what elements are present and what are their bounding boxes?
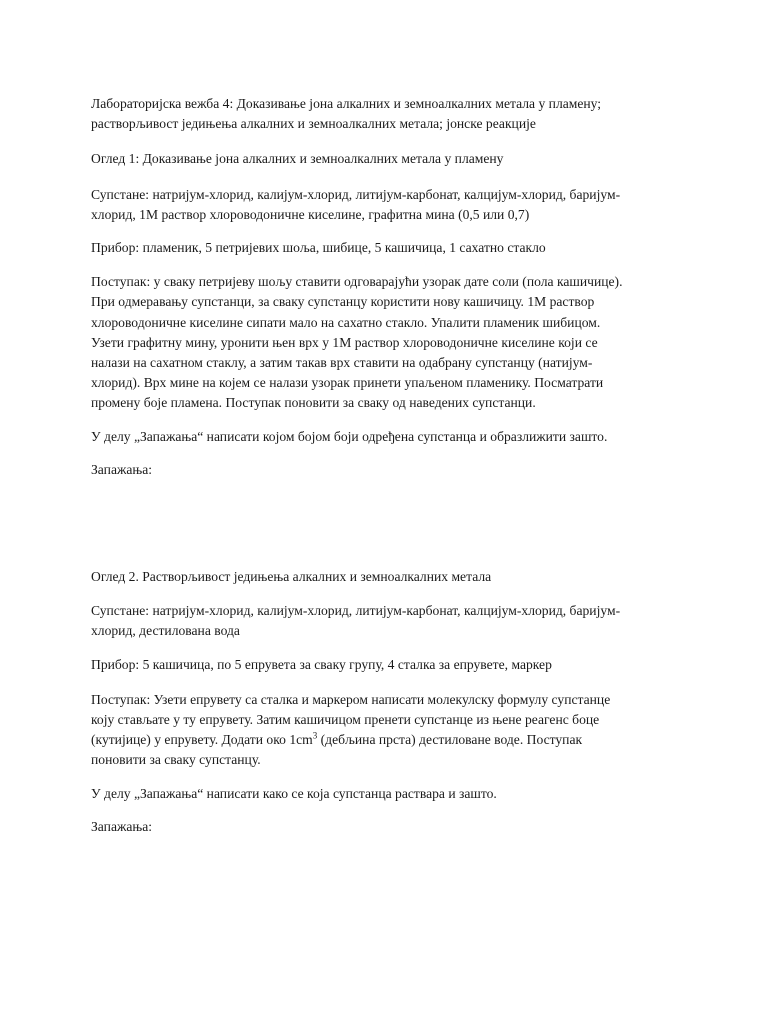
experiment-1-instruction: У делу „Запажања“ написати којом бојом боји одређена супстанца и образлижити зашто. <box>91 428 608 444</box>
experiment-1-procedure: Поступак: у сваку петријеву шољу ставити одговарајући узорак дате соли (пола кашичице). При одмеравању супстанци, за сваку супстанцу користити нову кашичицу. 1М раствор хлороводоничне киселине сипати мало на сахатно стакло. Упалити пламеник шибицом. Узети графитну мину, уронити њен врх у 1М раствор хлороводоничне киселине који се налази на сахатном стаклу, а затим такав врх ставити на одабрану супстанцу (натијум- хлорид). Врх мине на којем се налази узорак принети упаљеном пламенику. Посматрати промену боје пламена. Поступак поновити за сваку од наведених супстанци. <box>91 274 623 411</box>
experiment-1-equipment: Прибор: пламеник, 5 петријевих шоља, шибице, 5 кашичица, 1 сахатно стакло <box>91 240 546 256</box>
experiment-2-procedure: Поступак: Узети епрувету са сталка и маркером написати молекулску формулу супстанце коју стављате у ту епрувету. Затим кашичицом пренети супстанце из њене реагенс боце (кутијице) у епрувету. Додати око $1cm^3$ (дебљина прста) дестиловане воде. Поступак поновити за сваку супстанцу. <box>91 690 691 771</box>
superscript-exponent: 3 <box>312 730 318 741</box>
experiment-1-observations-label: Запажања: <box>91 461 153 477</box>
experiment-1-heading: Оглед 1: Доказивање јона алкалних и земноалкалних метала у пламену <box>91 151 504 167</box>
procedure-line-with-unit: (кутијице) у епрувету. Додати око $1cm^3$ (дебљина прста) дестиловане воде. Поступак <box>91 730 583 748</box>
document-title: Лабораторијска вежба 4: Доказивање јона алкалних и земноалкалних метала у пламену; растворљивост једињења алкалних и земноалкалних метала; јонске реакције <box>91 96 602 132</box>
experiment-2-equipment: Прибор: 5 кашичица, по 5 епрувета за сваку групу, 4 сталка за епрувете, маркер <box>91 656 552 672</box>
experiment-2-observations-label: Запажања: <box>91 818 153 834</box>
experiment-1-substances: Супстане: натријум-хлорид, калијум-хлорид, литијум-карбонат, калцијум-хлорид, баријум- хлорид, 1М раствор хлороводоничне киселине, графитна мина (0,5 или 0,7) <box>91 186 621 222</box>
document-page <box>91 94 691 837</box>
experiment-2-heading: Оглед 2. Растворљивост једињења алкалних и земноалкалних метала <box>91 569 492 585</box>
experiment-1-observations-space <box>91 480 691 567</box>
experiment-2-instruction: У делу „Запажања“ написати како се која супстанца раствара и зашто. <box>91 785 497 801</box>
experiment-2-substances: Супстане: натријум-хлорид, калијум-хлорид, литијум-карбонат, калцијум-хлорид, баријум- хлорид, дестилована вода <box>91 603 621 639</box>
